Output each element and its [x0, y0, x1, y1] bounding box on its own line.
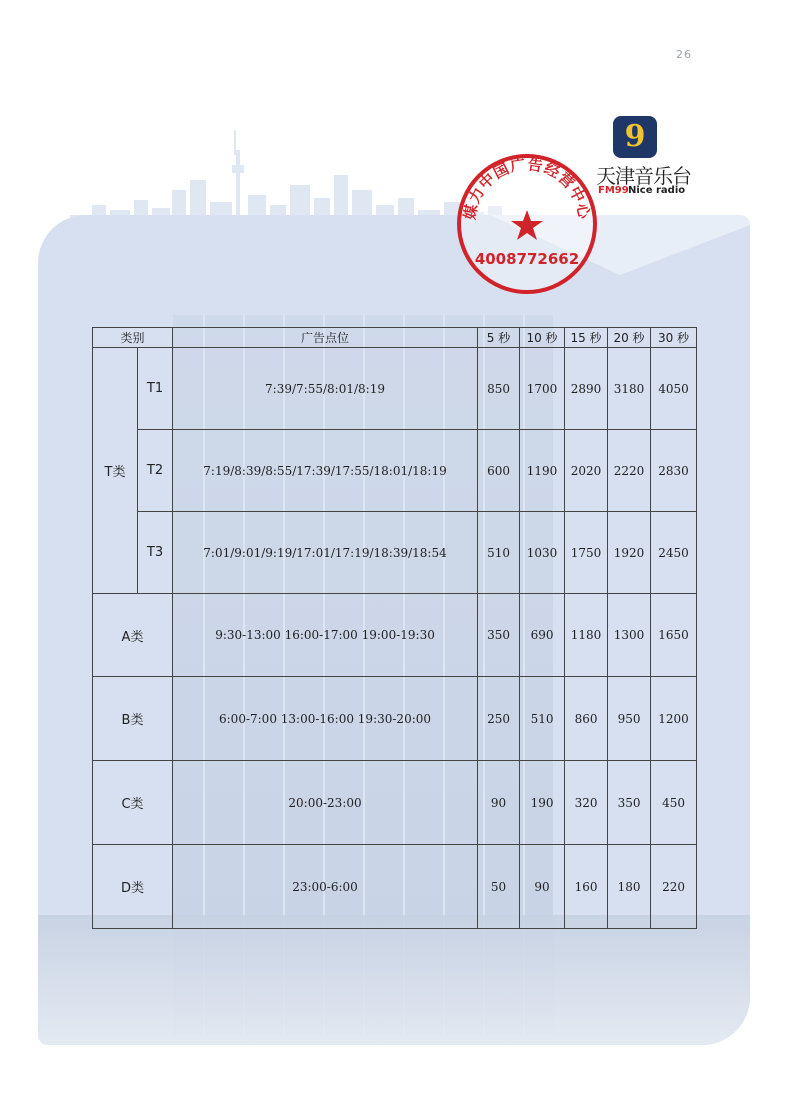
price-cell: 690 — [520, 594, 565, 677]
price-cell: 160 — [565, 845, 608, 929]
subcategory-cell: T3 — [138, 512, 173, 594]
price-cell: 450 — [651, 761, 697, 845]
radio-logo-name: 天津音乐台 — [596, 164, 691, 188]
table-row — [93, 512, 697, 594]
slots-cell: 9:30-13:00 16:00-17:00 19:00-19:30 — [173, 594, 478, 677]
radio-logo-icon: 9 — [613, 116, 657, 158]
price-cell: 2450 — [651, 512, 697, 594]
subcategory-cell: T1 — [138, 348, 173, 430]
price-cell: 220 — [651, 845, 697, 929]
price-cell: 850 — [478, 348, 520, 430]
category-cell: T类 — [93, 348, 138, 594]
table-row — [93, 430, 697, 512]
table-row — [93, 677, 697, 761]
ground-photo — [38, 915, 750, 1045]
price-cell: 510 — [520, 677, 565, 761]
price-cell: 2890 — [565, 348, 608, 430]
price-cell: 4050 — [651, 348, 697, 430]
price-cell: 860 — [565, 677, 608, 761]
price-cell: 1750 — [565, 512, 608, 594]
price-cell: 600 — [478, 430, 520, 512]
price-cell: 1920 — [608, 512, 651, 594]
price-cell: 90 — [520, 845, 565, 929]
header-10s: 10 秒 — [520, 328, 565, 348]
price-cell: 1190 — [520, 430, 565, 512]
company-seal — [455, 152, 600, 297]
price-cell: 510 — [478, 512, 520, 594]
radio-logo-tagline: Nice radio — [628, 185, 686, 196]
slots-cell: 6:00-7:00 13:00-16:00 19:30-20:00 — [173, 677, 478, 761]
header-30s: 30 秒 — [651, 328, 697, 348]
category-cell: B类 — [93, 677, 173, 761]
price-cell: 1200 — [651, 677, 697, 761]
slots-cell: 7:19/8:39/8:55/17:39/17:55/18:01/18:19 — [173, 430, 478, 512]
price-cell: 50 — [478, 845, 520, 929]
slots-cell: 23:00-6:00 — [173, 845, 478, 929]
price-cell: 1700 — [520, 348, 565, 430]
category-cell: C类 — [93, 761, 173, 845]
ad-rate-table — [92, 327, 697, 929]
price-cell: 1650 — [651, 594, 697, 677]
seal-phone-number: 4008772662 — [474, 250, 580, 268]
price-cell: 190 — [520, 761, 565, 845]
table-row — [93, 348, 697, 430]
price-cell: 180 — [608, 845, 651, 929]
radio-logo-fm: FM99 — [598, 185, 629, 196]
price-cell: 2220 — [608, 430, 651, 512]
price-cell: 1180 — [565, 594, 608, 677]
price-cell: 950 — [608, 677, 651, 761]
header-15s: 15 秒 — [565, 328, 608, 348]
slots-cell: 20:00-23:00 — [173, 761, 478, 845]
price-cell: 350 — [478, 594, 520, 677]
header-slots: 广告点位 — [173, 328, 478, 348]
price-cell: 2830 — [651, 430, 697, 512]
header-5s: 5 秒 — [478, 328, 520, 348]
price-cell: 250 — [478, 677, 520, 761]
price-cell: 90 — [478, 761, 520, 845]
price-cell: 320 — [565, 761, 608, 845]
price-cell: 1300 — [608, 594, 651, 677]
subcategory-cell: T2 — [138, 430, 173, 512]
category-cell: D类 — [93, 845, 173, 929]
price-cell: 3180 — [608, 348, 651, 430]
slots-cell: 7:39/7:55/8:01/8:19 — [173, 348, 478, 430]
header-category: 类别 — [93, 328, 173, 348]
price-cell: 1030 — [520, 512, 565, 594]
table-row — [93, 594, 697, 677]
price-cell: 2020 — [565, 430, 608, 512]
page-number: 26 — [676, 48, 692, 61]
seal-arc-text: 媒力中国广告经营中心 — [460, 155, 594, 221]
price-cell: 350 — [608, 761, 651, 845]
category-cell: A类 — [93, 594, 173, 677]
header-20s: 20 秒 — [608, 328, 651, 348]
table-row — [93, 845, 697, 929]
table-row — [93, 761, 697, 845]
table-header-row — [93, 328, 697, 348]
slots-cell: 7:01/9:01/9:19/17:01/17:19/18:39/18:54 — [173, 512, 478, 594]
